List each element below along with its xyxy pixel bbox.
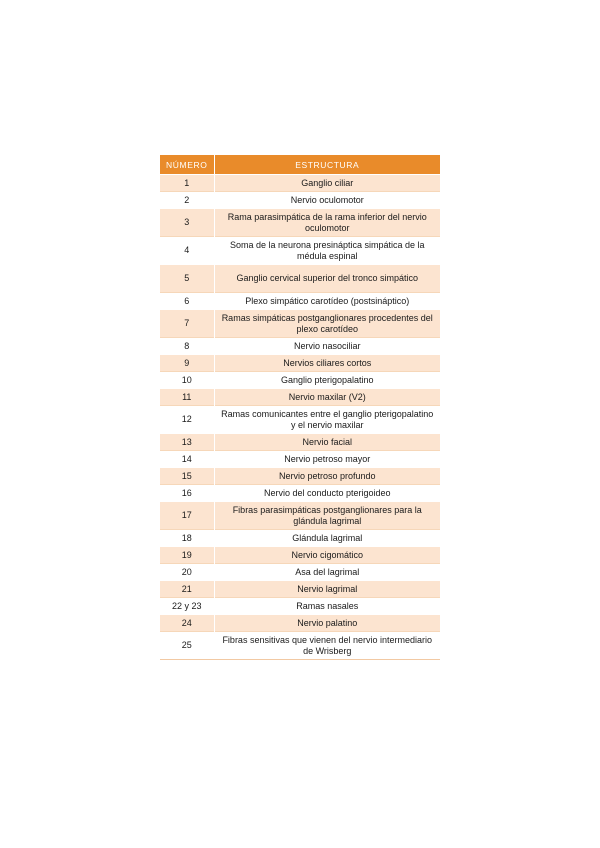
- table-row: [160, 485, 440, 502]
- row-number-cell: 19: [160, 547, 214, 564]
- row-number-cell: 21: [160, 581, 214, 598]
- row-structure-cell: Soma de la neurona presináptica simpática de la médula espinal: [214, 237, 440, 265]
- row-structure-cell: Ramas comunicantes entre el ganglio pterigopalatino y el nervio maxilar: [214, 406, 440, 434]
- table-body: [160, 175, 440, 660]
- row-structure-cell: Nervio maxilar (V2): [214, 389, 440, 406]
- table-row: [160, 502, 440, 530]
- row-structure-cell: Nervio nasociliar: [214, 338, 440, 355]
- row-structure-cell: Rama parasimpática de la rama inferior del nervio oculomotor: [214, 209, 440, 237]
- table-row: [160, 530, 440, 547]
- row-number-cell: 8: [160, 338, 214, 355]
- row-number-cell: 24: [160, 615, 214, 632]
- row-structure-cell: Nervios ciliares cortos: [214, 355, 440, 372]
- table-row: [160, 338, 440, 355]
- row-structure-cell: Nervio palatino: [214, 615, 440, 632]
- table-row: [160, 581, 440, 598]
- row-structure-cell: Ramas nasales: [214, 598, 440, 615]
- structures-table: [160, 155, 440, 660]
- row-number-cell: 10: [160, 372, 214, 389]
- row-structure-cell: Ramas simpáticas postganglionares procedentes del plexo carotídeo: [214, 310, 440, 338]
- row-structure-cell: Glándula lagrimal: [214, 530, 440, 547]
- row-number-cell: 18: [160, 530, 214, 547]
- row-structure-cell: Asa del lagrimal: [214, 564, 440, 581]
- table-row: [160, 632, 440, 660]
- table-row: [160, 310, 440, 338]
- table-row: [160, 372, 440, 389]
- row-number-cell: 11: [160, 389, 214, 406]
- row-structure-cell: Ganglio ciliar: [214, 175, 440, 192]
- row-number-cell: 17: [160, 502, 214, 530]
- row-number-cell: 4: [160, 237, 214, 265]
- row-number-cell: 13: [160, 434, 214, 451]
- row-structure-cell: Ganglio cervical superior del tronco simpático: [214, 265, 440, 293]
- table-row: [160, 406, 440, 434]
- structure-column-header: ESTRUCTURA: [214, 155, 440, 175]
- row-number-cell: 16: [160, 485, 214, 502]
- row-number-cell: 3: [160, 209, 214, 237]
- row-number-cell: 20: [160, 564, 214, 581]
- row-number-cell: 7: [160, 310, 214, 338]
- row-number-cell: 2: [160, 192, 214, 209]
- number-column-header: NÚMERO: [160, 155, 214, 175]
- table-row: [160, 237, 440, 265]
- row-number-cell: 5: [160, 265, 214, 293]
- table-row: [160, 468, 440, 485]
- row-structure-cell: Nervio petroso mayor: [214, 451, 440, 468]
- table-row: [160, 547, 440, 564]
- row-structure-cell: Nervio cigomático: [214, 547, 440, 564]
- table-header-row: [160, 155, 440, 175]
- table-row: [160, 192, 440, 209]
- row-structure-cell: Nervio oculomotor: [214, 192, 440, 209]
- row-number-cell: 14: [160, 451, 214, 468]
- table-row: [160, 265, 440, 293]
- row-structure-cell: Plexo simpático carotídeo (postsináptico): [214, 293, 440, 310]
- table-row: [160, 451, 440, 468]
- row-number-cell: 6: [160, 293, 214, 310]
- row-structure-cell: Nervio lagrimal: [214, 581, 440, 598]
- row-number-cell: 1: [160, 175, 214, 192]
- row-structure-cell: Ganglio pterigopalatino: [214, 372, 440, 389]
- row-structure-cell: Fibras parasimpáticas postganglionares para la glándula lagrimal: [214, 502, 440, 530]
- row-number-cell: 25: [160, 632, 214, 660]
- row-structure-cell: Nervio petroso profundo: [214, 468, 440, 485]
- table-row: [160, 293, 440, 310]
- row-number-cell: 15: [160, 468, 214, 485]
- row-number-cell: 22 y 23: [160, 598, 214, 615]
- table-row: [160, 209, 440, 237]
- table-row: [160, 175, 440, 192]
- row-number-cell: 12: [160, 406, 214, 434]
- row-structure-cell: Fibras sensitivas que vienen del nervio intermediario de Wrisberg: [214, 632, 440, 660]
- table-row: [160, 598, 440, 615]
- table-row: [160, 389, 440, 406]
- row-structure-cell: Nervio facial: [214, 434, 440, 451]
- table-row: [160, 434, 440, 451]
- row-number-cell: 9: [160, 355, 214, 372]
- table-row: [160, 564, 440, 581]
- table-row: [160, 355, 440, 372]
- row-structure-cell: Nervio del conducto pterigoideo: [214, 485, 440, 502]
- table-row: [160, 615, 440, 632]
